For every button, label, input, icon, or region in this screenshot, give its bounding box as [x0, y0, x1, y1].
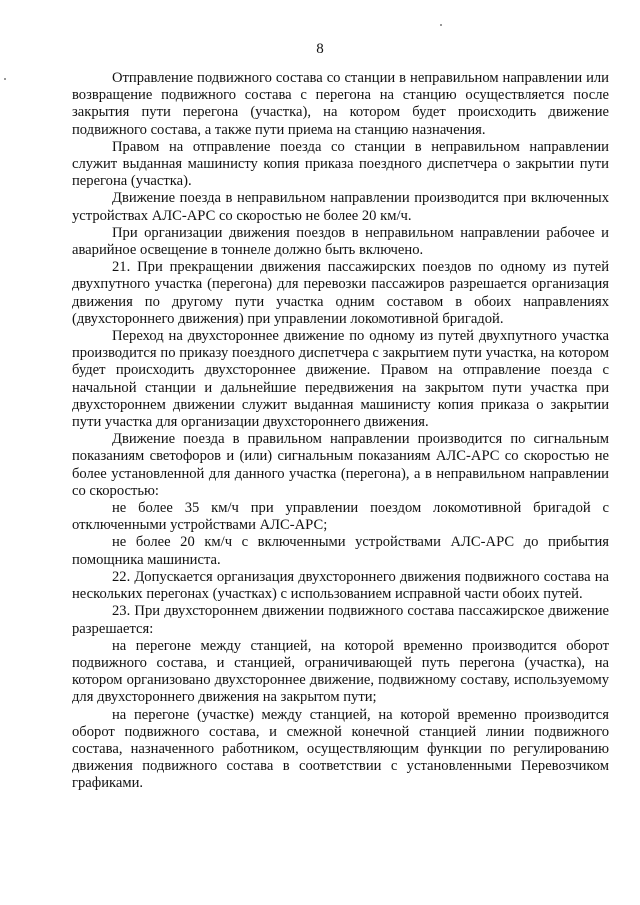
paragraph: Отправление подвижного состава со станции в неправильном направлении или возвращение подвижного состава с перегона на станцию осуществляется после закрытия пути перегона (участка), на котором будет происходить движение подвижного состава, а также пути приема на станцию назначения. — [72, 70, 609, 138]
paragraph: Движение поезда в правильном направлении производится по сигнальным показаниям светофоров и (или) сигнальным показаниям АЛС-АРС со скоростью не более установленной для данного участка (перегона), а в неправильном направлении со скоростью: — [72, 431, 609, 499]
paragraph: 21. При прекращении движения пассажирских поездов по одному из путей двухпутного участка (перегона) для перевозки пассажиров разрешается организация движения по другому пути участка одним составом в обоих направлениях (двухстороннего движения) при управлении локомотивной бригадой. — [72, 259, 609, 327]
document-body — [72, 70, 609, 793]
paragraph: Правом на отправление поезда со станции в неправильном направлении служит выданная машинисту копия приказа поездного диспетчера о закрытии пути перегона (участка). — [72, 138, 609, 190]
paragraph: 22. Допускается организация двухстороннего движения подвижного состава на нескольких перегонах (участках) с использованием исправной части обоих путей. — [72, 568, 609, 603]
paragraph: на перегоне между станцией, на которой временно производится оборот подвижного состава, и станцией, ограничивающей путь перегона (участка), на котором организовано двухстороннее движение, подвижному составу, используемому для двухстороннего движения на закрытом пути; — [72, 637, 609, 706]
page-number: 8 — [316, 41, 324, 57]
paragraph: При организации движения поездов в неправильном направлении рабочее и аварийное освещение в тоннеле должно быть включено. — [72, 224, 609, 259]
scan-speck — [4, 78, 6, 80]
paragraph: не более 35 км/ч при управлении поездом локомотивной бригадой с отключенными устройствами АЛС-АРС; — [72, 500, 609, 534]
paragraph: Переход на двухстороннее движение по одному из путей двухпутного участка производится по приказу поездного диспетчера с закрытием пути участка, на котором будет происходить двухстороннее движение. Правом на отправление поезда с начальной станции и дальнейшие передвижения на закрытом пути участка при двухстороннем движении служит выданная машинисту копия приказа о закрытии пути участка для организации двухстороннего движения. — [72, 328, 609, 431]
paragraph: Движение поезда в неправильном направлении производится при включенных устройствах АЛС-АРС со скоростью не более 20 км/ч. — [72, 190, 609, 224]
paragraph: 23. При двухстороннем движении подвижного состава пассажирское движение разрешается: — [72, 603, 609, 637]
scan-speck — [440, 24, 442, 26]
paragraph: на перегоне (участке) между станцией, на которой временно производится оборот подвижного состава, и смежной конечной станцией линии подвижного состава, назначенного работником, осуществляющим функции по регулированию движения подвижного состава в соответствии с установленными Перевозчиком графиками. — [72, 706, 609, 792]
paragraph: не более 20 км/ч с включенными устройствами АЛС-АРС до прибытия помощника машиниста. — [72, 534, 609, 568]
